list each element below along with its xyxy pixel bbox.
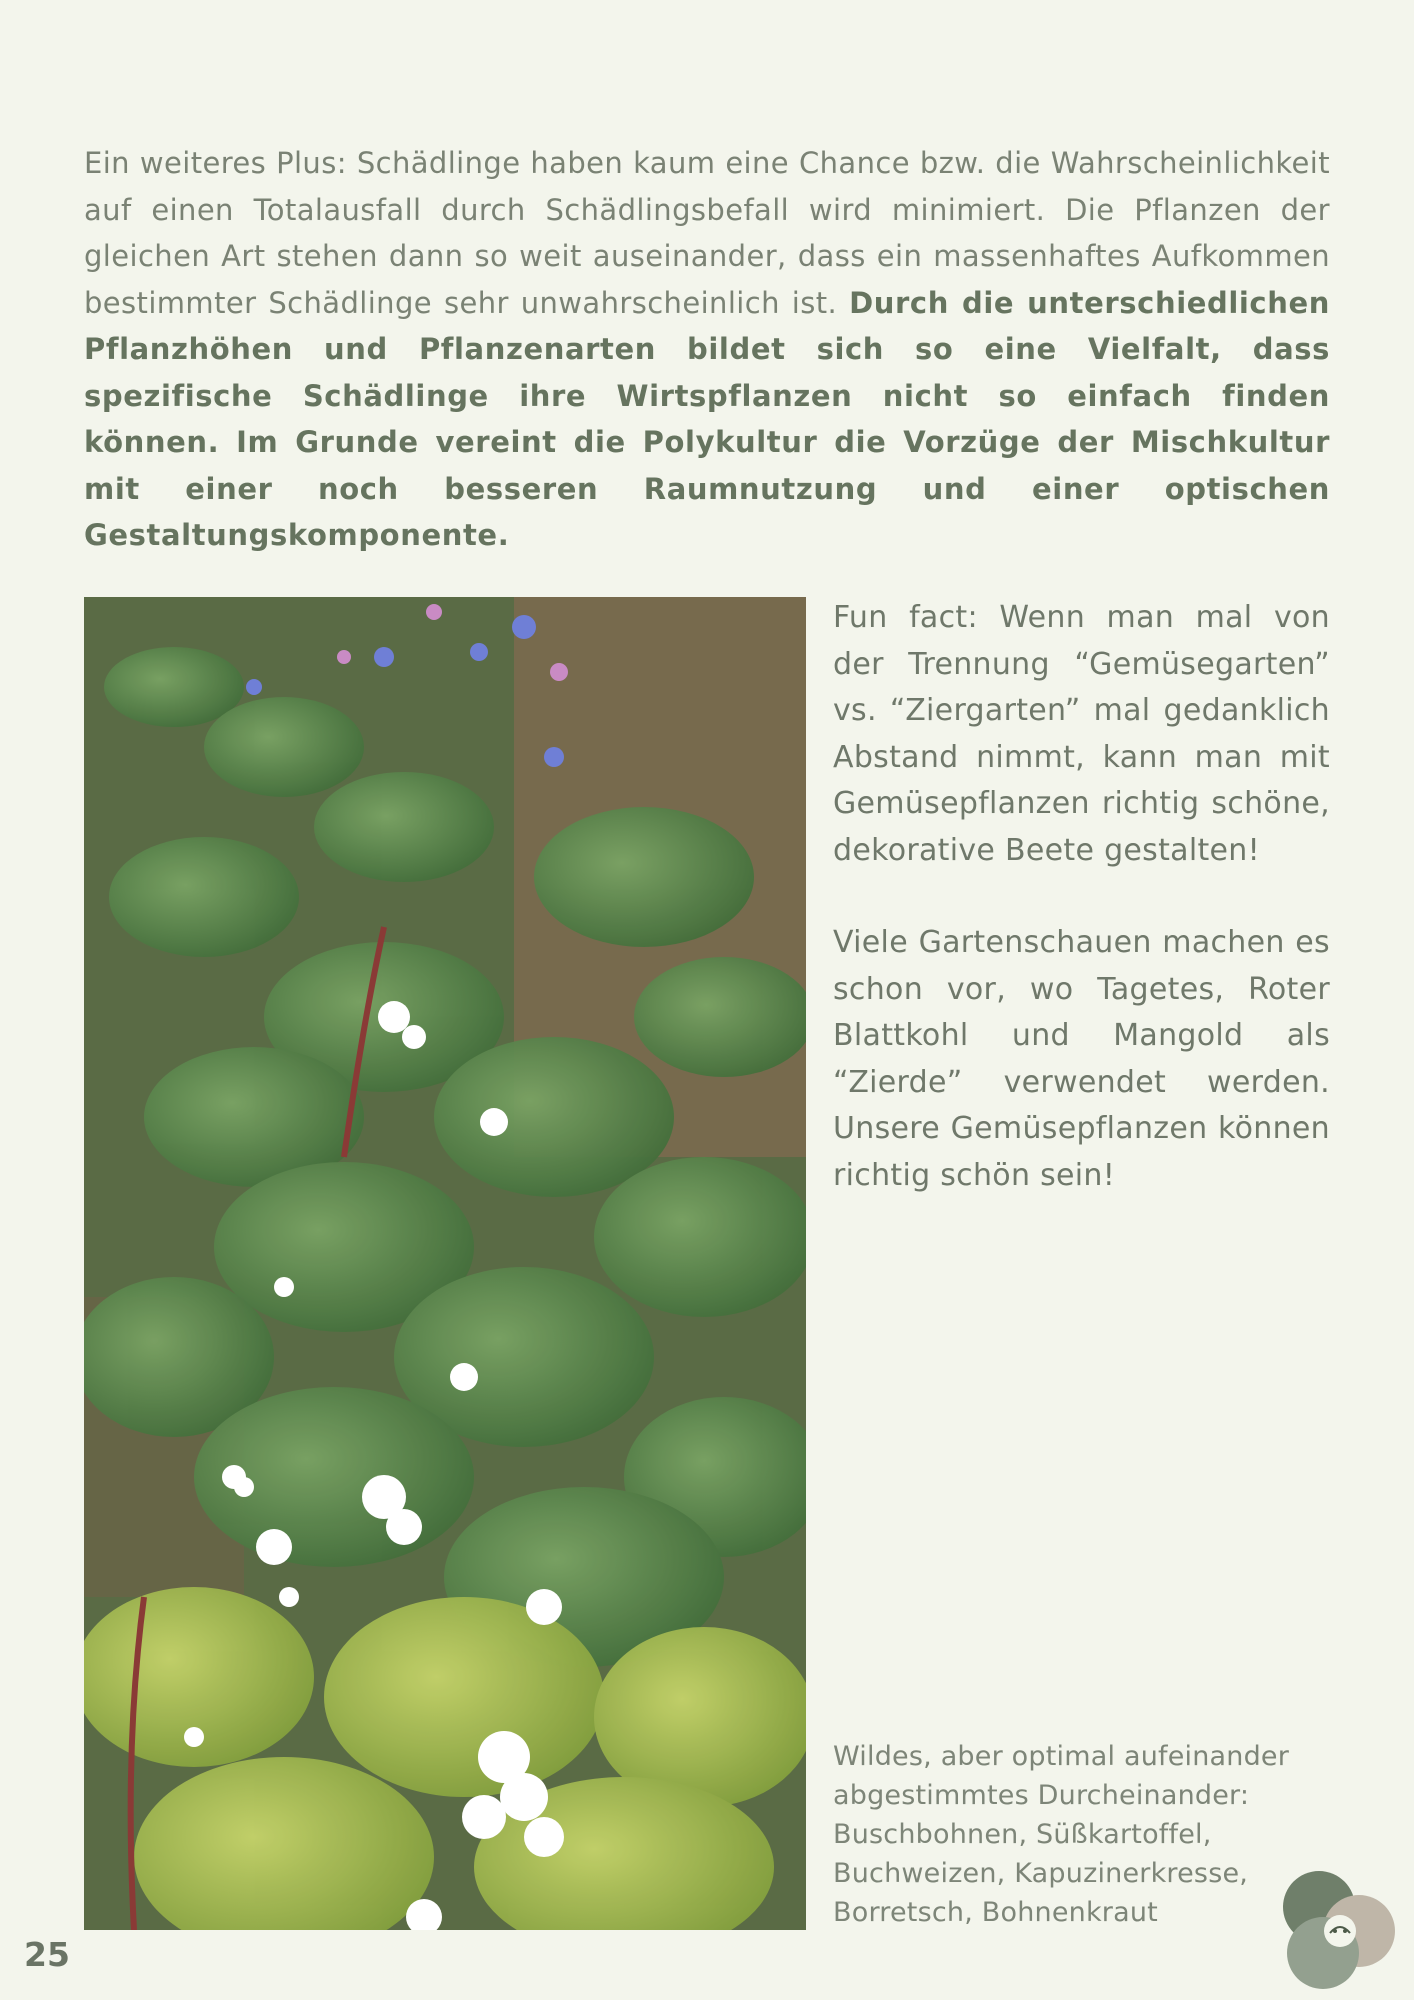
garden-shows-paragraph: Viele Gartenschauen machen es schon vor, wo Tagetes, Roter Blattkohl und Mangold als “Zierde” verwendet werden. Unsere Gemüsepflanzen können richtig schön sein! — [833, 925, 1330, 1193]
page-number: 25 — [24, 1935, 70, 1974]
intro-bold-text: Durch die unterschiedlichen Pflanzhöhen und Pflanzenarten bildet sich so eine Vielfalt, dass spezifische Schädlinge ihre Wirtspflanzen nicht so einfach finden können. Im Grunde vereint die Polykultur die Vorzüge der Mischkultur mit einer noch besseren Raumnutzung und einer optischen Gestaltungskomponente. — [84, 285, 1330, 552]
fun-fact-column — [833, 595, 1330, 1245]
garden-photo-illustration — [84, 597, 806, 1930]
garden-bed-photo — [84, 597, 806, 1930]
intro-text: Ein weiteres Plus: Schädlinge haben kaum eine Chance bzw. die Wahrscheinlichkeit auf einen Totalausfall durch Schädlingsbefall wird minimiert. Die Pflanzen der gleichen Art stehen dann so weit auseinander, dass ein massenhaftes Aufkommen bestimmter Schädlinge sehr unwahrscheinlich ist. — [84, 146, 1330, 320]
garden-logo-icon — [1283, 1871, 1398, 1991]
photo-caption: Wildes, aber optimal aufeinander abgestimmtes Durcheinander: Buschbohnen, Süßkartoffel, Buchweizen, Kapuzinerkresse, Borretsch, Bohnenkraut — [833, 1741, 1290, 1928]
fun-fact-paragraph: Fun fact: Wenn man mal von der Trennung “Gemüsegarten” vs. “Ziergarten” mal gedanklich Abstand nimmt, kann man mit Gemüsepflanzen richtig schöne, dekorative Beete gestalten! — [833, 600, 1330, 868]
intro-paragraph — [84, 140, 1330, 559]
